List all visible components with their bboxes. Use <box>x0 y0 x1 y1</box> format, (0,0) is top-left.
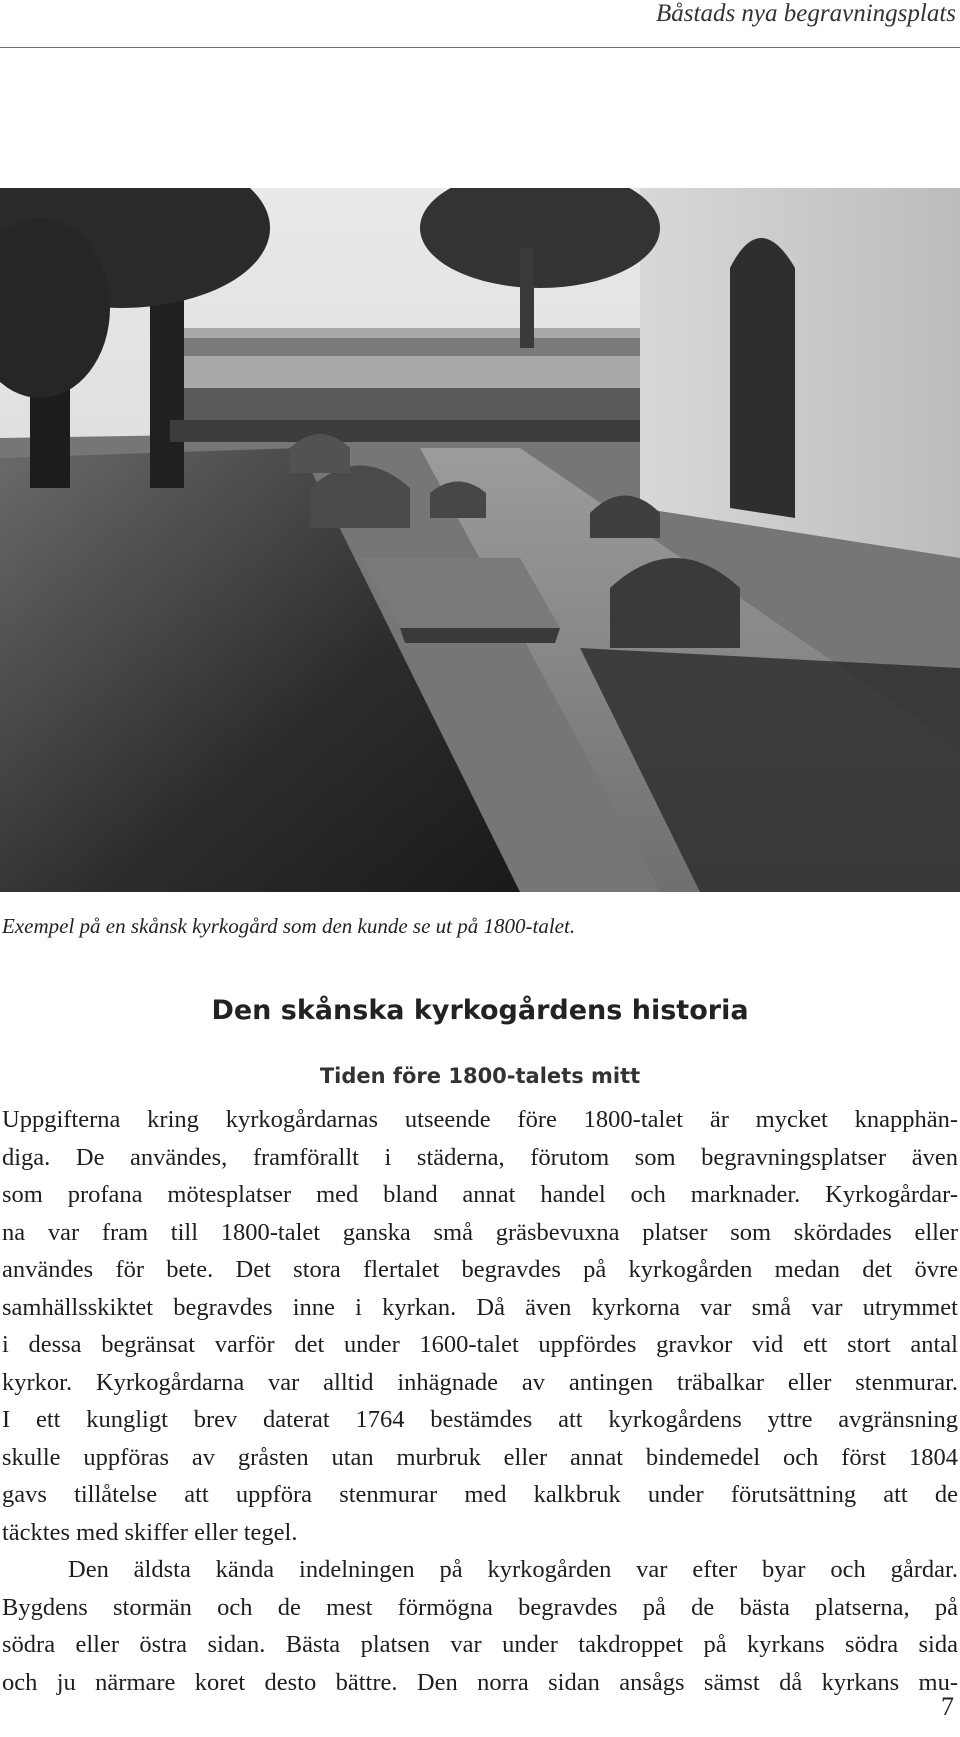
text-line: skulle uppföras av gråsten utan murbruk eller annat bindemedel och först 1804 <box>2 1443 958 1471</box>
section-heading: Den skånska kyrkogårdens historia <box>211 995 749 1026</box>
figure-caption: Exempel på en skånsk kyrkogård som den kunde se ut på 1800-talet. <box>2 914 576 938</box>
text-line: samhällsskiktet begravdes inne i kyrkan. Då även kyrkorna var små var utrymmet <box>2 1293 958 1321</box>
page-number: 7 <box>941 1692 954 1721</box>
text-line: diga. De användes, framförallt i städerna, förutom som begravningsplatser även <box>2 1143 958 1171</box>
text-line: I ett kungligt brev daterat 1764 bestämdes att kyrkogårdens yttre avgränsning <box>2 1406 958 1433</box>
text-line: som profana mötesplatser med bland annat handel och marknader. Kyrkogårdar- <box>2 1181 958 1208</box>
text-line: gavs tillåtelse att uppföra stenmurar med kalkbruk under förutsättning att de <box>2 1481 958 1508</box>
text-line: i dessa begränsat varför det under 1600-talet uppfördes gravkor vid ett stort antal <box>2 1331 958 1358</box>
running-head <box>0 0 960 50</box>
text-line: na var fram till 1800-talet ganska små gräsbevuxna platser som skördades eller <box>2 1218 958 1246</box>
text-line: kyrkor. Kyrkogårdarna var alltid inhägnade av antingen träbalkar eller stenmurar. <box>2 1368 958 1396</box>
body-text <box>2 1101 958 1701</box>
text-line: Bygdens stormän och de mest förmögna begravdes på de bästa platserna, på <box>2 1593 958 1621</box>
text-line: Uppgifterna kring kyrkogårdarnas utseende före 1800-talet är mycket knapphän- <box>2 1106 958 1133</box>
paragraph-1 <box>2 1101 958 1551</box>
churchyard-photo <box>0 188 960 892</box>
text-line: södra eller östra sidan. Bästa platsen var under takdroppet på kyrkans södra sida <box>2 1631 958 1658</box>
paragraph-2 <box>2 1551 958 1701</box>
text-line: användes för bete. Det stora flertalet begravdes på kyrkogården medan det övre <box>2 1256 958 1283</box>
text-line: och ju närmare koret desto bättre. Den norra sidan ansågs sämst då kyrkans mu- <box>2 1668 958 1696</box>
subsection-heading: Tiden före 1800-talets mitt <box>319 1064 641 1088</box>
text-line: täcktes med skiffer eller tegel. <box>2 1518 298 1546</box>
header-rule <box>0 47 960 48</box>
text-line: Den äldsta kända indelningen på kyrkogården var efter byar och gårdar. <box>68 1556 958 1583</box>
running-head-title: Båstads nya begravningsplats <box>656 0 956 27</box>
